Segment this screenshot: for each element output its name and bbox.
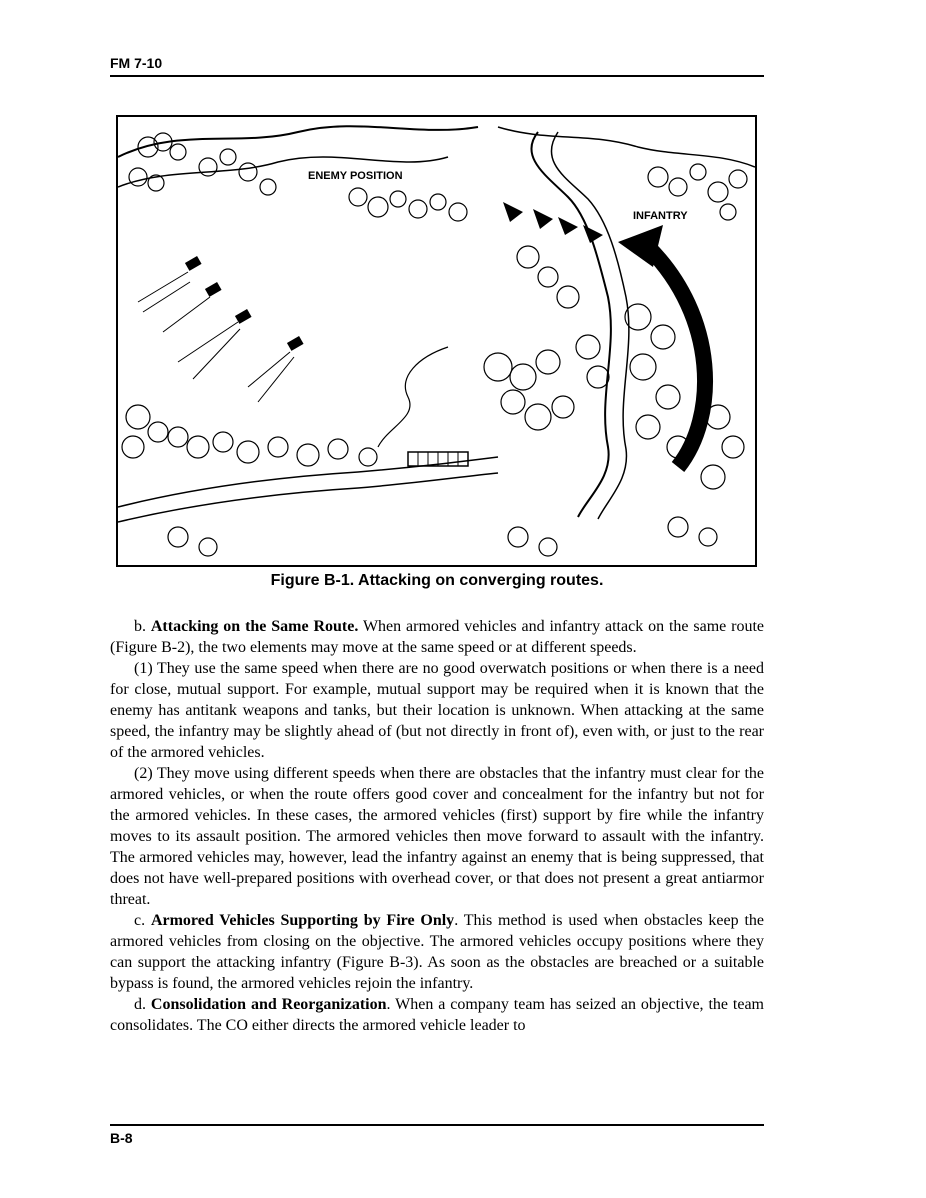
infantry-label: INFANTRY <box>633 210 688 222</box>
enemy-position-label: ENEMY POSITION <box>308 170 403 182</box>
paragraph: b. Attacking on the Same Route. When armored vehicles and infantry attack on the same route (Figure B-2), the two elements may move at the same speed or at different speeds. <box>110 618 764 656</box>
figure-caption: Figure B-1. Attacking on converging routes. <box>270 572 604 589</box>
paragraph: (1) They use the same speed when there are no good overwatch positions or when there is a need for close, mutual support. For example, mutual support may be required when it is known that the enemy has antitank weapons and tanks, but their location is unknown. When attacking at the same speed, the infantry may be slightly ahead of (but not directly in front of), even with, or just to the rear of the armored vehicles. <box>110 660 764 761</box>
body-text <box>110 616 764 1036</box>
header-rule <box>110 75 764 77</box>
terrain-sketch <box>118 117 755 565</box>
document-header: FM 7-10 <box>110 55 163 71</box>
footer-rule <box>110 1124 764 1126</box>
page-number: B-8 <box>110 1130 133 1146</box>
attack-arrow-icon <box>503 202 603 243</box>
armored-vehicle-icon <box>185 256 304 351</box>
figure-illustration <box>116 115 757 567</box>
paragraph: d. Consolidation and Reorganization. When a company team has seized an objective, the team consolidates. The CO either directs the armored vehicle leader to <box>110 996 765 1034</box>
paragraph: c. Armored Vehicles Supporting by Fire Only. This method is used when obstacles keep the armored vehicles from closing on the objective. The armored vehicles occupy positions where they can support the attacking infantry (Figure B-3). As soon as the obstacles are breached or a suitable bypass is found, the armored vehicles rejoin the infantry. <box>110 912 765 992</box>
paragraph: (2) They move using different speeds when there are obstacles that the infantry must clear for the armored vehicles, or when the route offers good cover and concealment for the infantry but not for the armored vehicles. In these cases, the armored vehicles (first) support by fire while the infantry moves to its assault position. The armored vehicles then move forward to assault with the infantry. The armored vehicles may, however, lead the infantry against an enemy that is being suppressed, that does not have well-prepared positions with overhead cover, or that does not present a great antiarmor threat. <box>110 765 764 908</box>
